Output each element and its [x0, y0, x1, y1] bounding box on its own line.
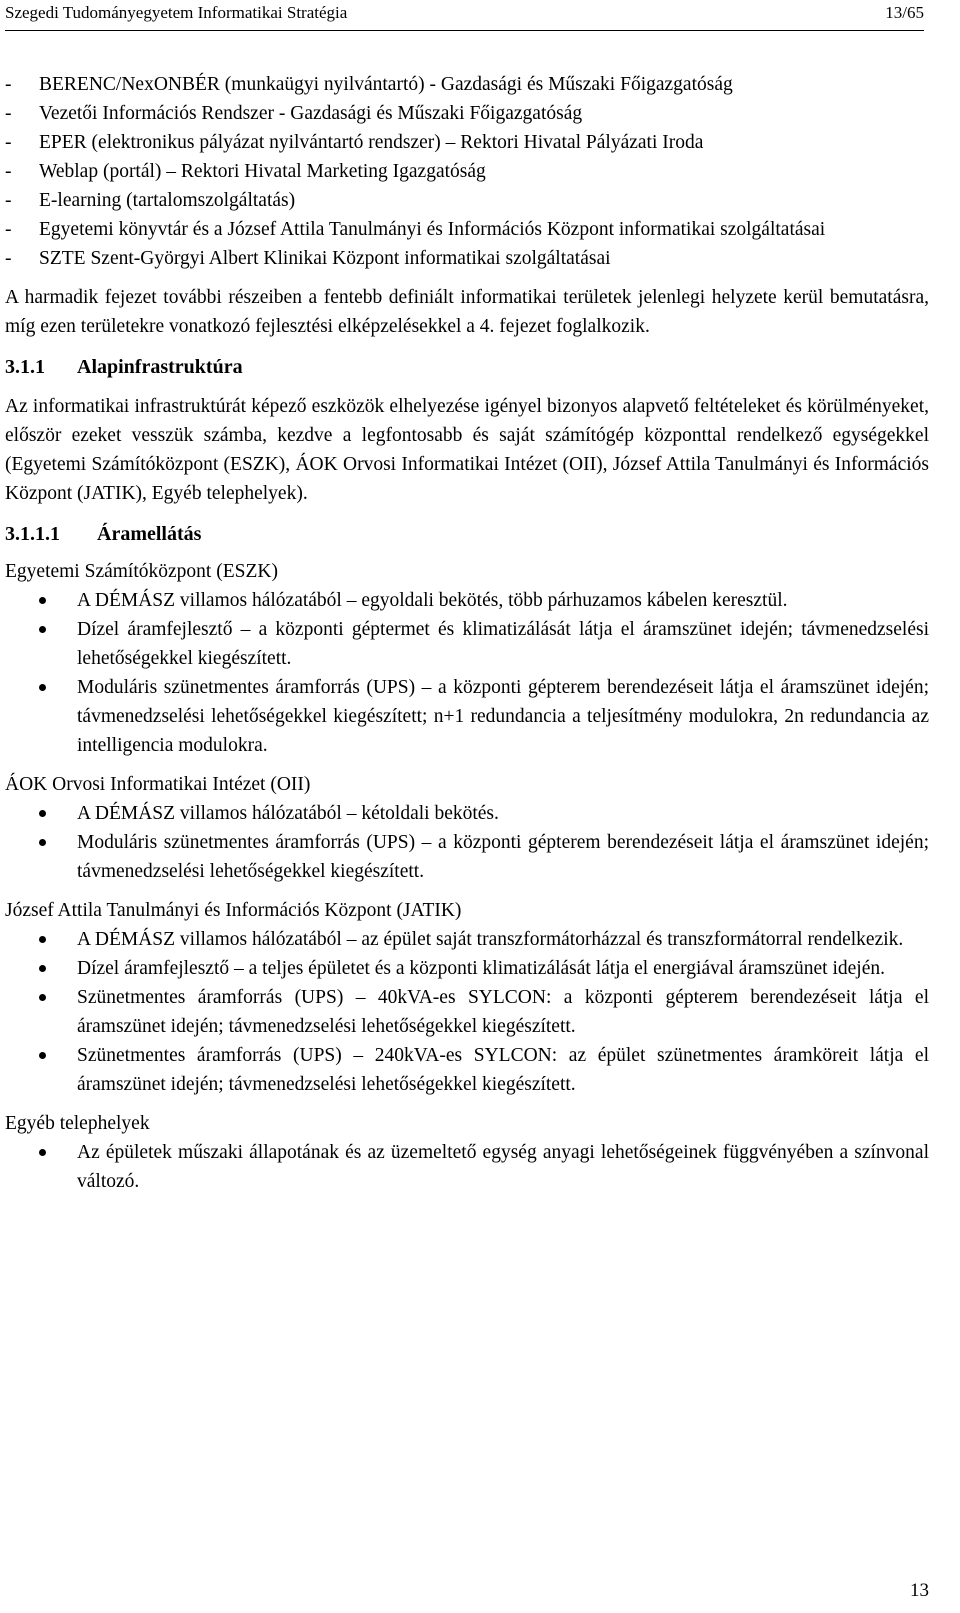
bullet-icon [39, 684, 46, 691]
list-item: A DÉMÁSZ villamos hálózatából – egyoldali bekötés, több párhuzamos kábelen keresztül. [5, 586, 929, 615]
bullet-icon [39, 810, 46, 817]
list-item: Dízel áramfejlesztő – a központi géptermet és klimatizálását látja el áramszünet idején; távmenedzselési lehetőségekkel kiegészített. [5, 615, 929, 673]
list-item: Szünetmentes áramforrás (UPS) – 40kVA-es SYLCON: a központi gépterem berendezéseit látja el áramszünet idején; távmenedzselési lehetőségekkel kiegészített. [5, 983, 929, 1041]
section-number: 3.1.1 [5, 356, 45, 378]
document-body [5, 70, 929, 1196]
list-item: - E-learning (tartalomszolgáltatás) [5, 186, 929, 215]
dash-marker: - [5, 103, 12, 124]
list-item: A DÉMÁSZ villamos hálózatából – az épület saját transzformátorházzal és transzformátorral rendelkezik. [5, 925, 929, 954]
list-item: - Weblap (portál) – Rektori Hivatal Marketing Igazgatóság [5, 157, 929, 186]
subsection-heading [5, 520, 929, 549]
bullet-icon [39, 1052, 46, 1059]
group-title: Egyetemi Számítóközpont (ESZK) [5, 561, 278, 582]
document-title: Szegedi Tudományegyetem Informatikai Stratégia [5, 3, 348, 22]
bullet-icon [39, 626, 46, 633]
group-title: József Attila Tanulmányi és Információs Központ (JATIK) [5, 900, 462, 921]
list-item: Moduláris szünetmentes áramforrás (UPS) – a központi gépterem berendezéseit látja el áramszünet idején; távmenedzselési lehetőségekkel kiegészített. [5, 828, 929, 886]
list-item: - Vezetői Információs Rendszer - Gazdasági és Műszaki Főigazgatóság [5, 99, 929, 128]
dash-marker: - [5, 161, 12, 182]
page-header [5, 0, 924, 31]
list-item: Moduláris szünetmentes áramforrás (UPS) – a központi gépterem berendezéseit látja el áramszünet idején; távmenedzselési lehetőségekkel kiegészített; n+1 redundancia a teljesítmény modulokra, 2n redundancia az intelligencia modulokra. [5, 673, 929, 760]
section-heading [5, 353, 929, 382]
list-item: - EPER (elektronikus pályázat nyilvántartó rendszer) – Rektori Hivatal Pályázati Iroda [5, 128, 929, 157]
section-title: Alapinfrastruktúra [77, 356, 243, 378]
list-item: - SZTE Szent-Györgyi Albert Klinikai Központ informatikai szolgáltatásai [5, 244, 929, 273]
dash-marker: - [5, 132, 12, 153]
list-item: Szünetmentes áramforrás (UPS) – 240kVA-es SYLCON: az épület szünetmentes áramköreit látja el áramszünet idején; távmenedzselési lehetőségekkel kiegészített. [5, 1041, 929, 1099]
bullet-icon [39, 839, 46, 846]
dash-marker: - [5, 248, 12, 269]
bullet-icon [39, 1149, 46, 1156]
bullet-icon [39, 936, 46, 943]
bullet-icon [39, 994, 46, 1001]
group-title: Egyéb telephelyek [5, 1113, 150, 1134]
bullet-list [5, 925, 929, 1099]
list-item: - Egyetemi könyvtár és a József Attila Tanulmányi és Információs Központ informatikai szolgáltatásai [5, 215, 929, 244]
list-item: A DÉMÁSZ villamos hálózatából – kétoldali bekötés. [5, 799, 929, 828]
intro-paragraph: A harmadik fejezet további részeiben a fentebb definiált informatikai területek jelenlegi helyzete kerül bemutatásra, míg ezen területekre vonatkozó fejlesztési elképzelésekkel a 4. fejezet foglalkozik. [5, 287, 929, 337]
subsection-number: 3.1.1.1 [5, 523, 60, 545]
list-item: - BERENC/NexONBÉR (munkaügyi nyilvántartó) - Gazdasági és Műszaki Főigazgatóság [5, 70, 929, 99]
dash-marker: - [5, 219, 12, 240]
list-item: Dízel áramfejlesztő – a teljes épületet és a központi klimatizálását látja el energiával áramszünet idején. [5, 954, 929, 983]
bullet-icon [39, 965, 46, 972]
bullet-list [5, 799, 929, 886]
page-number: 13 [910, 1580, 929, 1601]
group-title: ÁOK Orvosi Informatikai Intézet (OII) [5, 774, 311, 795]
list-item: Az épületek műszaki állapotának és az üzemeltető egység anyagi lehetőségeinek függvényében a színvonal változó. [5, 1138, 929, 1196]
dash-marker: - [5, 74, 12, 95]
bullet-icon [39, 597, 46, 604]
dash-marker: - [5, 190, 12, 211]
dash-list [5, 70, 929, 273]
section-paragraph: Az informatikai infrastruktúrát képező eszközök elhelyezése igényel bizonyos alapvető feltételeket és körülményeket, először ezeket vesszük számba, kezdve a legfontosabb és saját számítógép központtal rendelkező egységekkel (Egyetemi Számítóközpont (ESZK), ÁOK Orvosi Informatikai Intézet (OII), József Attila Tanulmányi és Információs Központ (JATIK), Egyéb telephelyek). [5, 396, 929, 504]
subsection-title: Áramellátás [97, 523, 202, 545]
bullet-list [5, 1138, 929, 1196]
page-indicator: 13/65 [885, 3, 924, 22]
bullet-list [5, 586, 929, 760]
